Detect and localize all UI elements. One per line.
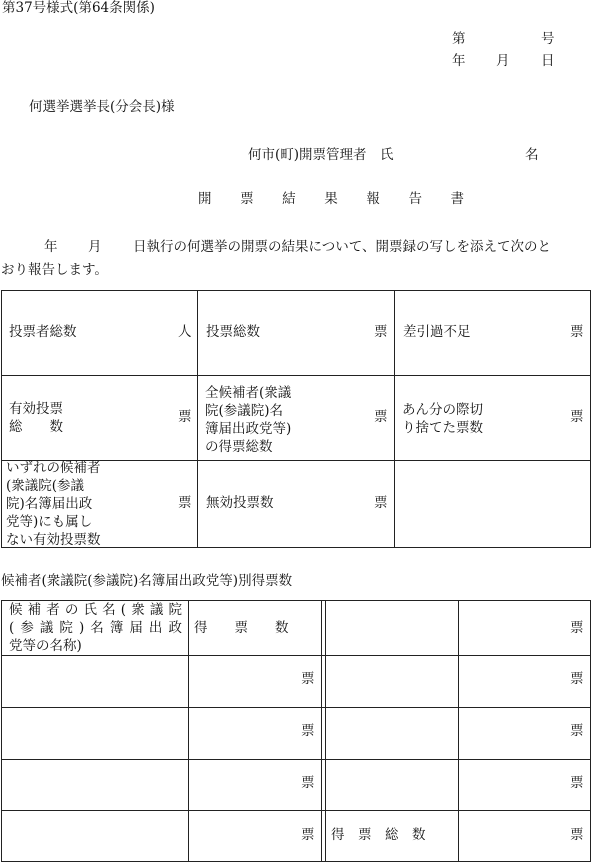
valid-votes-unit: 票 <box>178 409 192 425</box>
votes-unit: 票 <box>570 671 584 687</box>
all-candidates-unit: 票 <box>374 409 388 425</box>
total-votes-unit: 票 <box>374 324 388 340</box>
total-votes-label: 投票総数 <box>206 324 260 340</box>
valid-votes-label: 有効投票 総 数 <box>9 401 63 435</box>
votes-unit: 票 <box>301 827 315 843</box>
votes-unit: 票 <box>301 723 315 739</box>
total-voters-label: 投票者総数 <box>9 324 77 340</box>
body-month: 月 <box>88 239 102 255</box>
none-valid-unit: 票 <box>178 495 192 511</box>
candidate-name-header: 候補者の氏名(衆議院 (参議院)名簿届出政 党等の名称) <box>9 602 182 654</box>
sender-name-suffix: 名 <box>525 147 539 163</box>
date-month: 月 <box>496 53 510 69</box>
votes-unit: 票 <box>570 827 584 843</box>
candidates-section-title: 候補者(衆議院(参議院)名簿届出政党等)別得票数 <box>1 573 293 589</box>
difference-unit: 票 <box>570 324 584 340</box>
none-valid-label: いずれの候補者 (衆議院(参議 院)名簿届出政 党等)にも属し ない有効投票数 <box>6 460 101 548</box>
date-day: 日 <box>541 53 555 69</box>
votes-unit: 票 <box>570 620 584 636</box>
votes-unit: 票 <box>570 723 584 739</box>
form-number: 第37号様式(第64条関係) <box>2 0 155 16</box>
addressee: 何選挙選挙長(分会長)様 <box>29 99 175 115</box>
sender-title: 何市(町)開票管理者 氏 <box>248 147 394 163</box>
invalid-votes-label: 無効投票数 <box>206 495 274 511</box>
total-voters-unit: 人 <box>178 324 192 340</box>
document-title: 開 票 結 果 報 告 書 <box>198 191 477 207</box>
votes-unit: 票 <box>570 775 584 791</box>
number-suffix: 号 <box>541 31 555 47</box>
difference-label: 差引過不足 <box>403 324 471 340</box>
total-votes-label: 得 票 総 数 <box>331 827 426 843</box>
body-text-line1: 日執行の何選挙の開票の結果について、開票録の写しを添えて次のと <box>133 239 551 255</box>
votes-header: 得 票 数 <box>194 620 289 636</box>
all-candidates-label: 全候補者(衆議 院(参議院)名 簿届出政党等) の得票総数 <box>205 385 292 455</box>
votes-unit: 票 <box>301 775 315 791</box>
body-text-line2: おり報告します。 <box>1 262 108 278</box>
invalid-votes-unit: 票 <box>374 495 388 511</box>
votes-unit: 票 <box>301 671 315 687</box>
fraction-label: あん分の際切 り捨てた票数 <box>402 402 483 436</box>
date-year: 年 <box>452 53 466 69</box>
body-year: 年 <box>44 239 58 255</box>
fraction-unit: 票 <box>570 409 584 425</box>
number-prefix: 第 <box>452 31 466 47</box>
